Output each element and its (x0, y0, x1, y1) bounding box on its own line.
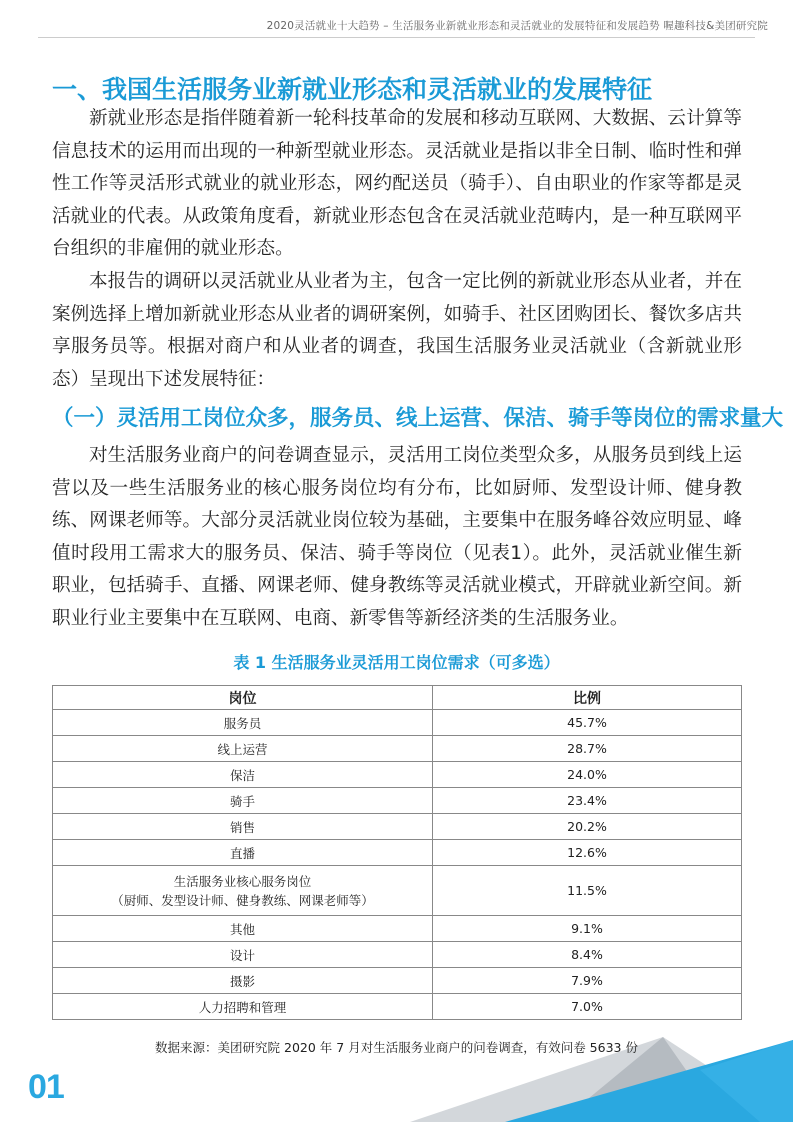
position-text: 设计 (229, 947, 255, 963)
paragraph-1 (52, 103, 742, 266)
paragraph-2 (52, 266, 742, 396)
position-text: 人力招聘和管理 (198, 999, 287, 1015)
position-text: （厨师、发型设计师、健身教练、网课老师等） (111, 892, 374, 908)
table-row (53, 710, 742, 736)
table-row (53, 762, 742, 788)
section-heading: 一、我国生活服务业新就业形态和灵活就业的发展特征 (52, 75, 653, 104)
subsection-heading: （一）灵活用工岗位众多，服务员、线上运营、保洁、骑手等岗位的需求量大 (52, 406, 784, 431)
text-line: 案例选择上增加新就业形态从业者的调研案例，如骑手、社区团购团长、餐饮多店共 (52, 303, 742, 325)
ratio-cell: 8.4% (433, 942, 742, 968)
table-title: 表 1 生活服务业灵活用工岗位需求（可多选） (233, 653, 560, 672)
position-text: 服务员 (223, 715, 262, 731)
running-header: 2020灵活就业十大趋势 – 生活服务业新就业形态和灵活就业的发展特征和发展趋势 喔趣科技&美团研究院 (266, 20, 768, 32)
ratio-cell: 23.4% (433, 788, 742, 814)
data-source-note: 数据来源：美团研究院 2020 年 7 月对生活服务业商户的问卷调查，有效问卷 5633 份 (155, 1040, 638, 1055)
position-cell (53, 736, 433, 762)
text-line: 值时段用工需求大的服务员、保洁、骑手等岗位（见表1）。此外，灵活就业催生新 (52, 542, 742, 564)
column-header-ratio: 比例 (433, 686, 742, 710)
text-line: 性工作等灵活形式就业的就业形态，网约配送员（骑手）、自由职业的作家等都是灵 (52, 173, 742, 194)
text-line: 新就业形态是指伴随着新一轮科技革命的发展和移动互联网、大数据、云计算等 (89, 108, 742, 129)
position-text: 其他 (229, 921, 255, 937)
table-row (53, 942, 742, 968)
position-text: 销售 (229, 819, 255, 835)
text-line: 本报告的调研以灵活就业从业者为主，包含一定比例的新就业形态从业者，并在 (89, 271, 742, 292)
ratio-cell: 45.7% (433, 710, 742, 736)
position-text: 保洁 (229, 767, 255, 783)
table-row (53, 788, 742, 814)
text-line: 台组织的非雇佣的就业形态。 (52, 238, 294, 259)
table-row (53, 814, 742, 840)
text-line: 享服务员等。根据对商户和从业者的调查，我国生活服务业灵活就业（含新就业形 (52, 336, 742, 357)
position-cell (53, 814, 433, 840)
ratio-cell: 28.7% (433, 736, 742, 762)
position-text: 直播 (229, 845, 255, 861)
position-cell (53, 762, 433, 788)
ratio-cell: 11.5% (433, 866, 742, 916)
position-cell (53, 788, 433, 814)
ratio-cell: 12.6% (433, 840, 742, 866)
position-cell (53, 866, 433, 916)
page-number: 01 (28, 1068, 64, 1106)
table-row (53, 840, 742, 866)
paragraph-3 (52, 440, 742, 635)
position-cell (53, 994, 433, 1020)
header-divider (38, 37, 755, 38)
ratio-cell: 7.9% (433, 968, 742, 994)
position-text: 线上运营 (217, 741, 268, 757)
position-cell (53, 916, 433, 942)
text-line: 对生活服务业商户的问卷调查显示，灵活用工岗位类型众多，从服务员到线上运 (89, 445, 742, 466)
position-text: 骑手 (229, 793, 255, 809)
table-row (53, 866, 742, 916)
table-row (53, 968, 742, 994)
ratio-cell: 9.1% (433, 916, 742, 942)
position-cell (53, 942, 433, 968)
position-cell (53, 968, 433, 994)
table-row (53, 736, 742, 762)
text-line: 信息技术的运用而出现的一种新型就业形态。灵活就业是指以非全日制、临时性和弹 (52, 140, 742, 162)
table-row (53, 994, 742, 1020)
text-line: 练、网课老师等。大部分灵活就业岗位较为基础，主要集中在服务峰谷效应明显、峰 (52, 510, 742, 531)
text-line: 营以及一些生活服务业的核心服务岗位均有分布，比如厨师、发型设计师、健身教 (52, 477, 742, 499)
text-line: 职业行业主要集中在互联网、电商、新零售等新经济类的生活服务业。 (52, 607, 629, 629)
position-text: 生活服务业核心服务岗位 (173, 873, 312, 889)
text-line: 态）呈现出下述发展特征： (52, 368, 276, 390)
text-line: 职业，包括骑手、直播、网课老师、健身教练等灵活就业模式，开辟就业新空间。新 (52, 575, 742, 596)
column-header-position: 岗位 (53, 686, 433, 710)
position-cell (53, 840, 433, 866)
position-text: 摄影 (229, 973, 255, 989)
ratio-cell: 24.0% (433, 762, 742, 788)
job-demand-table (52, 685, 742, 1020)
text-line: 活就业的代表。从政策角度看，新就业形态包含在灵活就业范畴内，是一种互联网平 (52, 205, 742, 227)
position-cell (53, 710, 433, 736)
ratio-cell: 20.2% (433, 814, 742, 840)
table-row (53, 916, 742, 942)
ratio-cell: 7.0% (433, 994, 742, 1020)
